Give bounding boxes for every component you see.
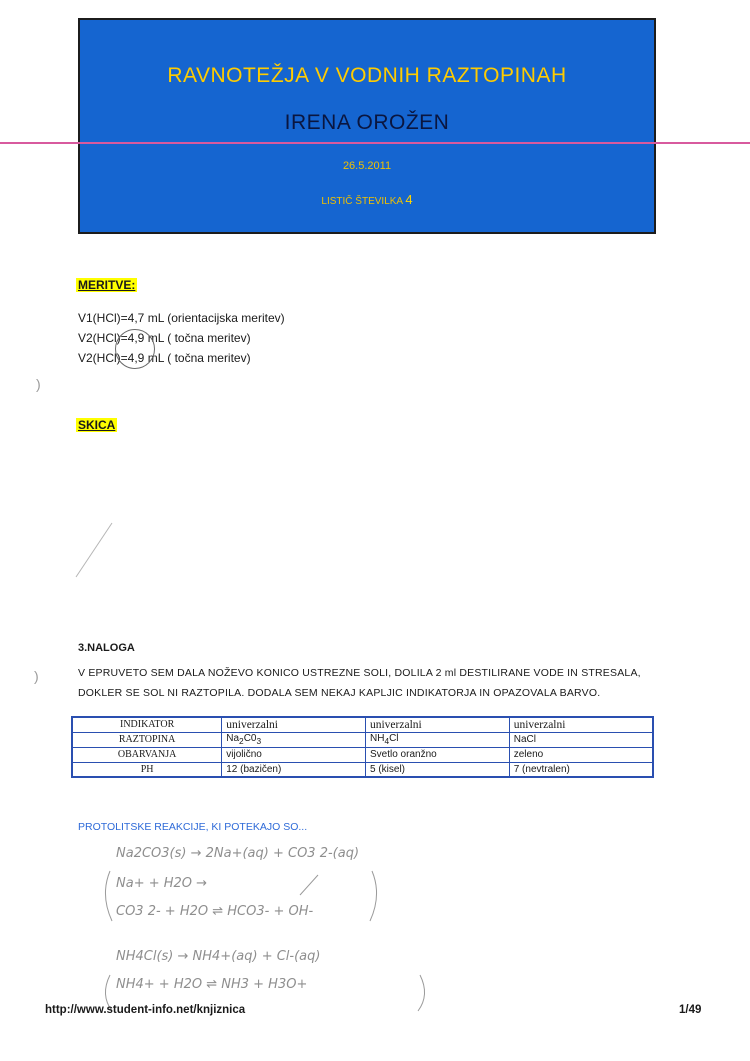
table-cell: 7 (nevtralen)	[509, 762, 653, 777]
handwritten-line: NH4Cl(s) → NH4+(aq) + Cl-(aq)	[116, 949, 321, 964]
sketch-heading: SKICA	[78, 418, 116, 432]
measurement-line-1: V1(HCl)=4,7 mL (orientacijska meritev)	[78, 311, 285, 325]
handwritten-reactions	[0, 835, 750, 1015]
task-text-line-1: V EPRUVETO SEM DALA NOŽEVO KONICO USTREZNE SOLI, DOLILA 2 ml DESTILIRANE VODE IN STRESALA,	[78, 667, 641, 679]
sheet-number: 4	[405, 192, 413, 207]
table-cell: univerzalni	[365, 717, 509, 732]
table-row	[72, 747, 653, 762]
table-cell: univerzalni	[509, 717, 653, 732]
indicator-table	[71, 716, 654, 778]
table-row	[72, 762, 653, 777]
measurements-heading: MERITVE:	[78, 278, 136, 292]
table-cell: zeleno	[509, 747, 653, 762]
sheet-label: LISTIČ ŠTEVILKA	[321, 196, 403, 207]
document-date: 26.5.2011	[342, 160, 392, 172]
handwritten-line: Na2CO3(s) → 2Na+(aq) + CO3 2-(aq)	[116, 846, 360, 861]
handwritten-line: Na+ + H2O →	[116, 876, 208, 891]
margin-mark-2: )	[34, 668, 39, 684]
handwritten-line: CO3 2- + H2O ⇌ HCO3- + OH-	[116, 904, 314, 919]
author-name: IRENA OROŽEN	[284, 111, 450, 134]
table-cell: 12 (bazičen)	[222, 762, 366, 777]
table-row	[72, 732, 653, 747]
table-cell: univerzalni	[222, 717, 366, 732]
measurement-line-3: V2(HCl)=4,9 mL ( točna meritev)	[78, 351, 251, 365]
protolytic-heading: PROTOLITSKE REAKCIJE, KI POTEKAJO SO...	[78, 821, 308, 833]
margin-mark: )	[36, 376, 41, 392]
table-row	[72, 717, 653, 732]
table-cell: Svetlo oranžno	[365, 747, 509, 762]
row-label: PH	[72, 762, 222, 777]
row-label: OBARVANJA	[72, 747, 222, 762]
row-label: RAZTOPINA	[72, 732, 222, 747]
document-title: RAVNOTEŽJA V VODNIH RAZTOPINAH	[167, 64, 567, 87]
handwritten-line: NH4+ + H2O ⇌ NH3 + H3O+	[116, 977, 308, 992]
table-cell: $NH_4Cl$	[365, 732, 509, 747]
page-number: 1/49	[679, 1004, 702, 1016]
task-title: 3.NALOGA	[78, 642, 135, 654]
table-cell: $Na_2C0_3$	[222, 732, 366, 747]
table-cell: NaCl	[509, 732, 653, 747]
task-text-line-2: DOKLER SE SOL NI RAZTOPILA. DODALA SEM NEKAJ KAPLJIC INDIKATORJA IN OPAZOVALA BARVO.	[78, 687, 601, 699]
footer-link[interactable]: http://www.student-info.net/knjiznica	[45, 1004, 246, 1016]
table-cell: 5 (kisel)	[365, 762, 509, 777]
measurement-line-2: V2(HCl)=4,9 mL ( točna meritev)	[78, 331, 251, 345]
table-cell: vijolično	[222, 747, 366, 762]
row-label: INDIKATOR	[72, 717, 222, 732]
